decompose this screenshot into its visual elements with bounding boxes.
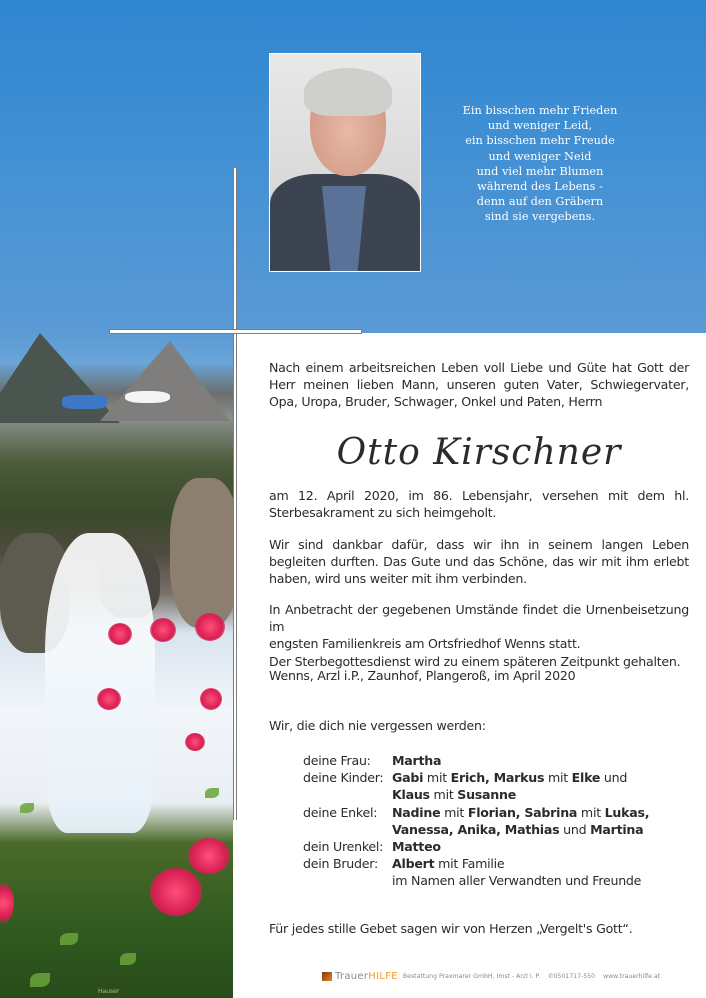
- poem-line: und viel mehr Blumen: [476, 164, 604, 178]
- mourner-names: [392, 872, 641, 889]
- phone-number: ✆0501717-550: [548, 973, 596, 980]
- place-date: Wenns, Arzl i.P., Zaunhof, Plangeroß, im April 2020: [269, 668, 576, 683]
- mourner-role: deine Enkel:: [303, 804, 378, 820]
- mourner-name: Martha: [392, 753, 442, 768]
- mourner-role: deine Frau:: [303, 753, 371, 768]
- rock: [170, 478, 233, 628]
- thanks-paragraph: Wir sind dankbar dafür, dass wir ihn in seinem langen Leben begleiten durften. Das Gute und das Schöne, das wir mit ihm erlebt haben, wird uns weiter mit ihm verbinden.: [269, 537, 689, 587]
- mountain-right: [100, 341, 230, 421]
- burial-line: Der Sterbegottesdienst wird zu einem späteren Zeitpunkt gehalten.: [269, 653, 681, 669]
- rhododendron-flower: [108, 623, 132, 645]
- mourner-connector: und: [600, 770, 628, 786]
- burial-line: In Anbetracht der gegebenen Umstände findet die Urnenbeisetzung im: [269, 602, 689, 635]
- mourner-names: [392, 752, 441, 769]
- mourner-name: Albert: [392, 856, 435, 872]
- mourner-names: [392, 821, 643, 838]
- logo-text-hilfe: HILFE: [368, 971, 398, 982]
- mourner-name: Lukas,: [604, 804, 650, 820]
- mourner-name: Erich, Markus: [450, 770, 545, 786]
- mourner-names: [392, 786, 516, 803]
- poem-line: sind sie vergebens.: [484, 210, 596, 224]
- rhododendron-flower: [188, 838, 230, 874]
- mourner-connector: und: [559, 821, 591, 837]
- rhododendron-flower: [200, 688, 222, 710]
- poem-line: Ein bisschen mehr Frieden: [462, 104, 618, 117]
- mourner-connector: mit: [544, 770, 572, 786]
- cross-vertical-beam: [233, 168, 237, 820]
- burial-line: engsten Familienkreis am Ortsfriedhof Wenns statt.: [269, 636, 581, 652]
- deceased-name: Otto Kirschner: [336, 432, 622, 473]
- mourner-row: [303, 838, 649, 855]
- mourner-name: Nadine: [392, 804, 441, 820]
- poem-line: ein bisschen mehr Freude: [465, 134, 615, 148]
- portrait-hair: [304, 68, 392, 116]
- death-notice-paragraph: am 12. April 2020, im 86. Lebensjahr, versehen mit dem hl. Sterbesakrament zu sich heimgeholt.: [269, 488, 689, 521]
- mourner-name: Gabi: [392, 770, 424, 786]
- mourners-list: [303, 752, 649, 890]
- mourner-name: Susanne: [457, 787, 517, 803]
- mourner-row: [303, 786, 649, 803]
- mourner-name: Vanessa, Anika, Mathias: [392, 821, 560, 837]
- waterfall: [45, 533, 155, 833]
- leaf: [120, 953, 136, 965]
- mourner-name: Florian, Sabrina: [467, 804, 578, 820]
- mourner-row: [303, 769, 649, 786]
- portrait-photo: [269, 53, 421, 272]
- closing-line: Für jedes stille Gebet sagen wir von Herzen „Vergelt's Gott“.: [269, 921, 633, 936]
- mourner-row: [303, 821, 649, 838]
- mourner-role: [303, 821, 392, 838]
- memorial-poem: [440, 103, 640, 225]
- mourner-role: [303, 786, 392, 803]
- mourner-row: [303, 804, 649, 821]
- glacier-blue: [62, 395, 107, 409]
- mourner-name: Elke: [571, 770, 601, 786]
- mourner-connector: mit: [577, 804, 605, 820]
- rhododendron-flower: [97, 688, 121, 710]
- mourner-name: Klaus: [392, 787, 430, 803]
- mourner-connector: im Namen aller Verwandten und Freunde: [392, 873, 642, 889]
- leaf: [20, 803, 34, 813]
- rhododendron-flower: [0, 883, 14, 923]
- mourner-connector: mit: [423, 770, 451, 786]
- mourners-intro: Wir, die dich nie vergessen werden:: [269, 718, 486, 733]
- rhododendron-flower: [195, 613, 225, 641]
- mourner-row: [303, 752, 649, 769]
- mourner-role: dein Urenkel:: [303, 839, 384, 855]
- mourner-role: dein Bruder:: [303, 856, 378, 872]
- company-name: Bestattung Praxmarer GmbH, Imst - Arzl i. P.: [402, 973, 541, 980]
- glacier: [125, 391, 170, 403]
- mourner-role: deine Kinder:: [303, 770, 384, 786]
- mourner-names: [392, 769, 627, 786]
- poem-line: während des Lebens -: [477, 180, 603, 194]
- mourner-connector: mit: [440, 804, 468, 820]
- leaf: [205, 788, 219, 798]
- cross-horizontal-beam: [109, 329, 362, 334]
- mourner-connector: mit Familie: [434, 856, 505, 872]
- intro-paragraph: Nach einem arbeitsreichen Leben voll Liebe und Güte hat Gott der Herr meinen lieben Mann, unseren guten Vater, Schwiegervater, Opa, Uropa, Bruder, Schwager, Onkel und Paten, Herrn: [269, 360, 689, 410]
- poem-line: und weniger Leid,: [487, 119, 593, 133]
- website-link[interactable]: www.trauerhilfe.at: [603, 973, 661, 980]
- poem-line: denn auf den Gräbern: [476, 195, 604, 209]
- poem-line: und weniger Neid: [488, 149, 592, 163]
- rhododendron-flower: [150, 868, 202, 916]
- mourner-name: Matteo: [392, 839, 441, 855]
- burial-paragraph: [269, 601, 689, 670]
- mourner-row: [303, 872, 649, 889]
- trauerhilfe-logo-icon: [322, 972, 332, 981]
- leaf: [60, 933, 78, 945]
- landscape-photo: [0, 333, 233, 998]
- mourner-names: [392, 838, 441, 855]
- mourner-connector: mit: [429, 787, 458, 803]
- mourner-role: [303, 872, 392, 889]
- logo-text-trauer: Trauer: [335, 971, 369, 982]
- photo-credit: Hauser: [98, 988, 120, 995]
- mourner-row: [303, 855, 649, 872]
- mourner-names: [392, 804, 649, 821]
- mourner-name: Martina: [590, 821, 644, 837]
- rhododendron-flower: [185, 733, 205, 751]
- mourner-names: [392, 855, 504, 872]
- leaf: [30, 973, 50, 987]
- footer: [322, 971, 660, 982]
- rhododendron-flower: [150, 618, 176, 642]
